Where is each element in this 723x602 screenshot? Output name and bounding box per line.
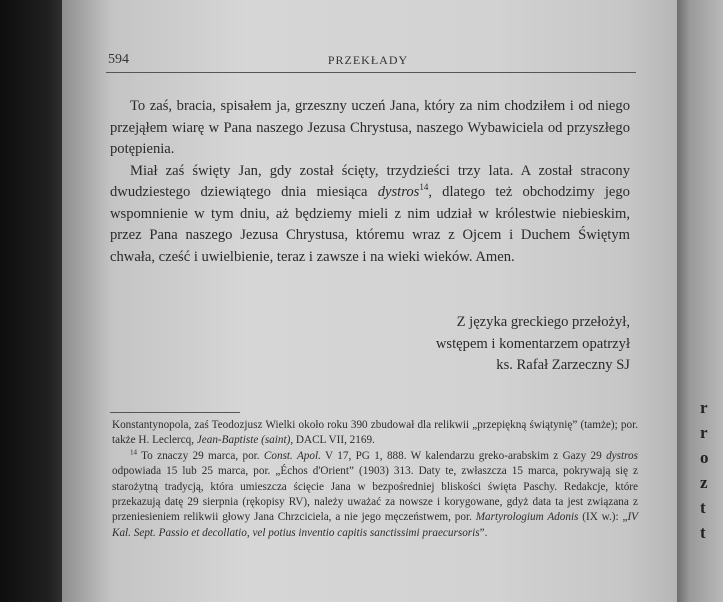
signature-line-1: Z języka greckiego przełożył, <box>456 314 630 330</box>
fn14-text: odpowiada 15 lub 25 marca, por. „Échos d'Orient” (1903) 313. Daty te, zwłaszcza 15 marca, pokrywają się z starożytną tradycją, która umieszcza ścięcie Jana w bezpośredniej bliskości święta Paschy. Redakcje, które przekazują datę 29 sierpnia (rękopisy RV), należy uważać za nowsze i korygowane, gdyż data ta jest związana z przeniesieniem relikwii głowy Jana Chrzciciela, a nie jego męczeństwem, por. <box>112 465 638 524</box>
paragraph-2 <box>110 161 630 269</box>
facing-page-fragment <box>700 395 720 545</box>
fragment-char: z <box>700 473 708 492</box>
fn14-text: To znaczy 29 marca, por. <box>137 449 264 462</box>
footnote-number: 14 <box>130 448 137 457</box>
fn14-text: (IX w.): „ <box>578 511 628 524</box>
page-number: 594 <box>108 52 129 67</box>
paragraph-2-start: Miał zaś święty Jan, gdy został ścięty, trzydzieści trzy lata. A został stracony dwudziestego dziewiątego dnia miesiąca <box>110 162 630 200</box>
footnote-14 <box>112 449 638 541</box>
fragment-char: t <box>700 498 706 517</box>
fragment-char: r <box>700 398 708 417</box>
fn-cont-title: Jean-Baptiste (saint) <box>196 434 291 447</box>
fragment-char: t <box>700 523 706 542</box>
header-rule <box>106 72 636 73</box>
running-title: PRZEKŁADY <box>327 53 409 67</box>
fn14-martyrology: Martyrologium Adonis <box>475 511 579 524</box>
month-name: dystros <box>377 184 420 200</box>
translator-signature <box>300 312 630 377</box>
footnotes <box>112 418 638 541</box>
fragment-char: r <box>700 423 708 442</box>
fn14-dystros: dystros <box>606 449 638 462</box>
paragraph-1: To zaś, bracia, spisałem ja, grzeszny uczeń Jana, który za nim chodziłem i od niego przejąłem wiarę w Pana naszego Jezusa Chrystusa, naszego Wybawiciela od przyszłego potępienia. <box>110 98 630 157</box>
fn14-text: V 17, PG 1, 888. W kalendarzu greko-arabskim z Gazy 29 <box>320 449 607 462</box>
footnote-ref-14: 14 <box>419 182 429 193</box>
footnote-rule <box>110 412 240 413</box>
fn14-const: Const. Apol. <box>263 449 321 462</box>
fn-cont-text: Konstantynopola, zaś Teodozjusz Wielki około roku 390 zbudował dla relikwii „przepiękną świątynię” (tamże); por. także H. Leclercq, <box>112 419 638 447</box>
fn14-text-end: ”. <box>479 526 488 539</box>
footnote-continuation <box>112 418 638 449</box>
fn14-latin-quote: IV Kal. Sept. Passio et decollatio, vel potius inventio capitis sanctissimi praecursoris <box>112 511 639 539</box>
paragraph-2-end: , dlatego też obchodzimy jego wspomnienie w tym dniu, aż będziemy mieli z nim udział w królestwie niebieskim, przez Pana naszego Jezusa Chrystusa, któremu wraz z Ojcem i Duchem Świętym chwała, cześć i uwielbienie, teraz i zawsze i na wieki wieków. Amen. <box>110 184 630 265</box>
fn-cont-text-end: , DACL VII, 2169. <box>290 434 375 447</box>
book-gutter-shadow <box>0 0 70 602</box>
running-header <box>108 52 628 72</box>
main-text <box>110 96 630 268</box>
fragment-char: o <box>700 448 709 467</box>
signature-line-2: wstępem i komentarzem opatrzył <box>435 335 630 352</box>
signature-line-3: ks. Rafał Zarzeczny SJ <box>496 357 630 373</box>
